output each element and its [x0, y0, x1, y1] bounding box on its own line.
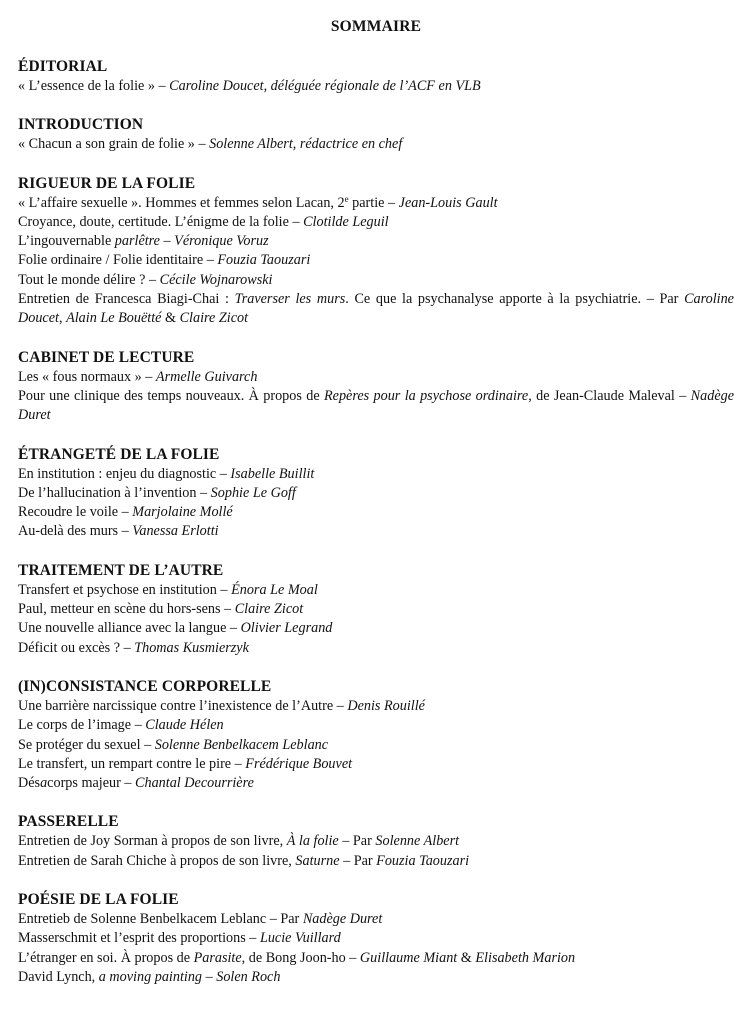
toc-entry	[18, 194, 734, 213]
entry-text: Entretien de Francesca Biagi-Chai :	[18, 291, 235, 308]
entry-text: Le transfert, un rempart contre le pire –	[18, 755, 246, 772]
toc-section	[18, 115, 734, 154]
entry-text: Entretieb de Solenne Benbelkacem Leblanc – Par	[18, 911, 303, 928]
section-heading: TRAITEMENT DE L’AUTRE	[18, 561, 224, 579]
toc-section	[18, 57, 734, 96]
entry-text-italic: Clotilde Leguil	[303, 213, 389, 230]
entry-text: David Lynch,	[18, 968, 99, 985]
entry-text: Entretien de Sarah Chiche à propos de son livre,	[18, 852, 296, 869]
entry-text: &	[457, 949, 476, 966]
entry-text-italic: ACF	[408, 78, 435, 94]
entry-text: Déficit ou excès ? –	[18, 639, 135, 656]
toc-entry	[18, 213, 734, 232]
entry-text: Se protéger du sexuel –	[18, 736, 155, 753]
toc-entry	[18, 290, 734, 329]
entry-text: corps majeur –	[47, 775, 136, 792]
entry-text-italic: Guillaume Miant	[359, 949, 458, 966]
entry-text-italic: Caroline Doucet, déléguée régionale de l’	[169, 78, 409, 94]
toc-entry	[18, 755, 734, 774]
toc-entry	[18, 135, 734, 154]
entry-text-italic: Claire Zicot	[234, 601, 304, 618]
toc-section	[18, 174, 734, 329]
entry-text: . Ce que la psychanalyse apporte à la psychiatrie. – Par	[345, 291, 685, 308]
entry-text-italic: Sophie Le Goff	[210, 484, 296, 501]
entry-text: Recoudre le voile –	[18, 504, 133, 521]
entry-text: L’ingouvernable	[18, 233, 115, 250]
entry-text-italic: Frédérique Bouvet	[245, 755, 353, 772]
entry-text: partie –	[348, 194, 399, 211]
entry-text-italic: Caroline Doucet	[18, 291, 734, 327]
entry-text: , de Bong Joon-ho –	[241, 949, 360, 966]
entry-text: ,	[58, 310, 67, 327]
entry-text-italic: Claude Hélen	[145, 717, 224, 734]
entry-text-italic: Solen Roch	[216, 968, 281, 985]
entry-text: Transfert et psychose en institution –	[18, 581, 232, 598]
toc-entry	[18, 484, 734, 503]
toc-entry	[18, 619, 734, 638]
section-heading: (IN)CONSISTANCE CORPORELLE	[18, 677, 272, 695]
entry-text-italic: Solenne Albert	[375, 833, 460, 850]
entry-text: – Par	[338, 833, 376, 850]
toc-entry	[18, 387, 734, 426]
entry-text-italic: a	[40, 775, 48, 792]
sections-container	[18, 57, 734, 987]
toc-entry	[18, 271, 734, 290]
entry-text: De l’hallucination à l’invention –	[18, 484, 211, 501]
toc-entry	[18, 77, 734, 96]
entry-text-italic: Armelle Guivarch	[155, 368, 258, 385]
section-heading: POÉSIE DE LA FOLIE	[18, 891, 179, 909]
entry-text: e	[344, 193, 349, 204]
entry-text-italic: Véronique Voruz	[174, 233, 269, 250]
entry-text: Le corps de l’image –	[18, 717, 146, 734]
entry-text-italic: Parasite	[193, 949, 242, 966]
entry-text-italic: Nadège Duret	[18, 387, 735, 424]
entry-text: Au-delà des murs –	[18, 523, 133, 540]
entry-text-italic: Cécile Wojnarowski	[159, 271, 273, 288]
entry-text: –	[202, 968, 217, 985]
entry-text-italic: Denis Rouillé	[347, 697, 425, 714]
entry-text: Masserschmit et l’esprit des proportions –	[18, 930, 260, 947]
entry-text: « L’affaire sexuelle ». Hommes et femmes selon Lacan, 2	[18, 194, 345, 211]
entry-text: « Chacun a son grain de folie » –	[18, 136, 210, 153]
toc-entry	[18, 232, 734, 251]
entry-text: Une barrière narcissique contre l’inexistence de l’Autre –	[18, 697, 348, 714]
toc-entry	[18, 774, 734, 793]
toc-entry	[18, 581, 734, 600]
entry-text: Dés	[18, 775, 41, 792]
entry-text-italic: Fouzia Taouzari	[217, 252, 311, 269]
entry-text: , de Jean-Claude Maleval –	[528, 387, 691, 404]
toc-entry	[18, 968, 734, 987]
toc-entry	[18, 368, 734, 387]
entry-text-italic: Thomas Kusmierzyk	[134, 639, 249, 656]
entry-text-italic: Fouzia Taouzari	[376, 852, 470, 869]
entry-text: En institution : enjeu du diagnostic –	[18, 465, 231, 482]
entry-text-italic: Nadège Duret	[302, 911, 383, 928]
toc-entry	[18, 852, 734, 871]
toc-section	[18, 348, 734, 426]
entry-text-italic: Énora Le Moal	[231, 581, 318, 598]
entry-text-italic: Marjolaine Mollé	[132, 504, 233, 521]
entry-text-italic: Elisabeth Marion	[475, 949, 576, 966]
toc-section	[18, 890, 734, 987]
entry-text-italic: Claire Zicot	[179, 310, 249, 327]
table-of-contents-page	[18, 0, 734, 1006]
toc-entry	[18, 949, 734, 968]
entry-text: –	[159, 233, 175, 250]
entry-text-italic: Solenne Benbelkacem Leblanc	[154, 736, 329, 753]
toc-section	[18, 812, 734, 871]
entry-text-italic: Traverser les murs	[234, 291, 346, 308]
toc-entry	[18, 929, 734, 948]
entry-text-italic: Repères pour la psychose ordinaire	[324, 387, 529, 404]
entry-text-italic: Saturne	[295, 852, 340, 869]
entry-text-italic: parlêtre	[114, 233, 160, 250]
entry-text-italic: Olivier Legrand	[240, 620, 333, 637]
toc-entry	[18, 697, 734, 716]
entry-text: Pour une clinique des temps nouveaux. À propos de	[18, 387, 324, 404]
entry-text: Les « fous normaux » –	[18, 368, 156, 385]
entry-text: Croyance, doute, certitude. L’énigme de la folie –	[18, 213, 304, 230]
entry-text: – Par	[339, 852, 377, 869]
toc-entry	[18, 832, 734, 851]
entry-text: Paul, metteur en scène du hors-sens –	[18, 601, 235, 618]
entry-text-italic: Chantal Decourrière	[135, 775, 254, 792]
entry-text-italic: Solenne Albert, rédactrice en chef	[209, 136, 403, 153]
section-heading: INTRODUCTION	[18, 116, 144, 134]
section-heading: PASSERELLE	[18, 813, 119, 831]
entry-text-italic: Alain Le Bouëtté	[66, 310, 162, 327]
toc-entry	[18, 465, 734, 484]
page-title: SOMMAIRE	[330, 18, 422, 35]
toc-entry	[18, 600, 734, 619]
toc-entry	[18, 503, 734, 522]
toc-entry	[18, 736, 734, 755]
entry-text: « L’essence de la folie » –	[18, 78, 170, 94]
toc-entry	[18, 522, 734, 541]
entry-text-italic: en	[434, 78, 456, 94]
entry-text-italic: Vanessa Erlotti	[132, 523, 219, 540]
entry-text-italic: Jean-Louis Gault	[398, 194, 498, 211]
entry-text-italic: À la folie	[286, 833, 339, 850]
entry-text-italic: Isabelle Buillit	[230, 465, 315, 482]
toc-entry	[18, 716, 734, 735]
entry-text-italic: Lucie Vuillard	[259, 930, 341, 947]
section-heading: CABINET DE LECTURE	[18, 348, 195, 366]
section-heading: RIGUEUR DE LA FOLIE	[18, 174, 196, 192]
toc-entry	[18, 251, 734, 270]
toc-section	[18, 445, 734, 542]
toc-section	[18, 677, 734, 793]
section-heading: ÉDITORIAL	[18, 58, 108, 75]
entry-text: Une nouvelle alliance avec la langue –	[18, 620, 241, 637]
entry-text-italic: VLB	[455, 78, 481, 94]
toc-section	[18, 561, 734, 658]
entry-text: Folie ordinaire / Folie identitaire –	[18, 252, 218, 269]
entry-text-italic: a moving painting	[98, 968, 203, 985]
entry-text: Entretien de Joy Sorman à propos de son livre,	[18, 833, 287, 850]
entry-text: &	[161, 310, 180, 327]
entry-text: Tout le monde délire ? –	[18, 271, 160, 288]
toc-entry	[18, 910, 734, 929]
toc-entry	[18, 639, 734, 658]
section-heading: ÉTRANGETÉ DE LA FOLIE	[18, 445, 220, 463]
entry-text: L’étranger en soi. À propos de	[18, 949, 194, 966]
